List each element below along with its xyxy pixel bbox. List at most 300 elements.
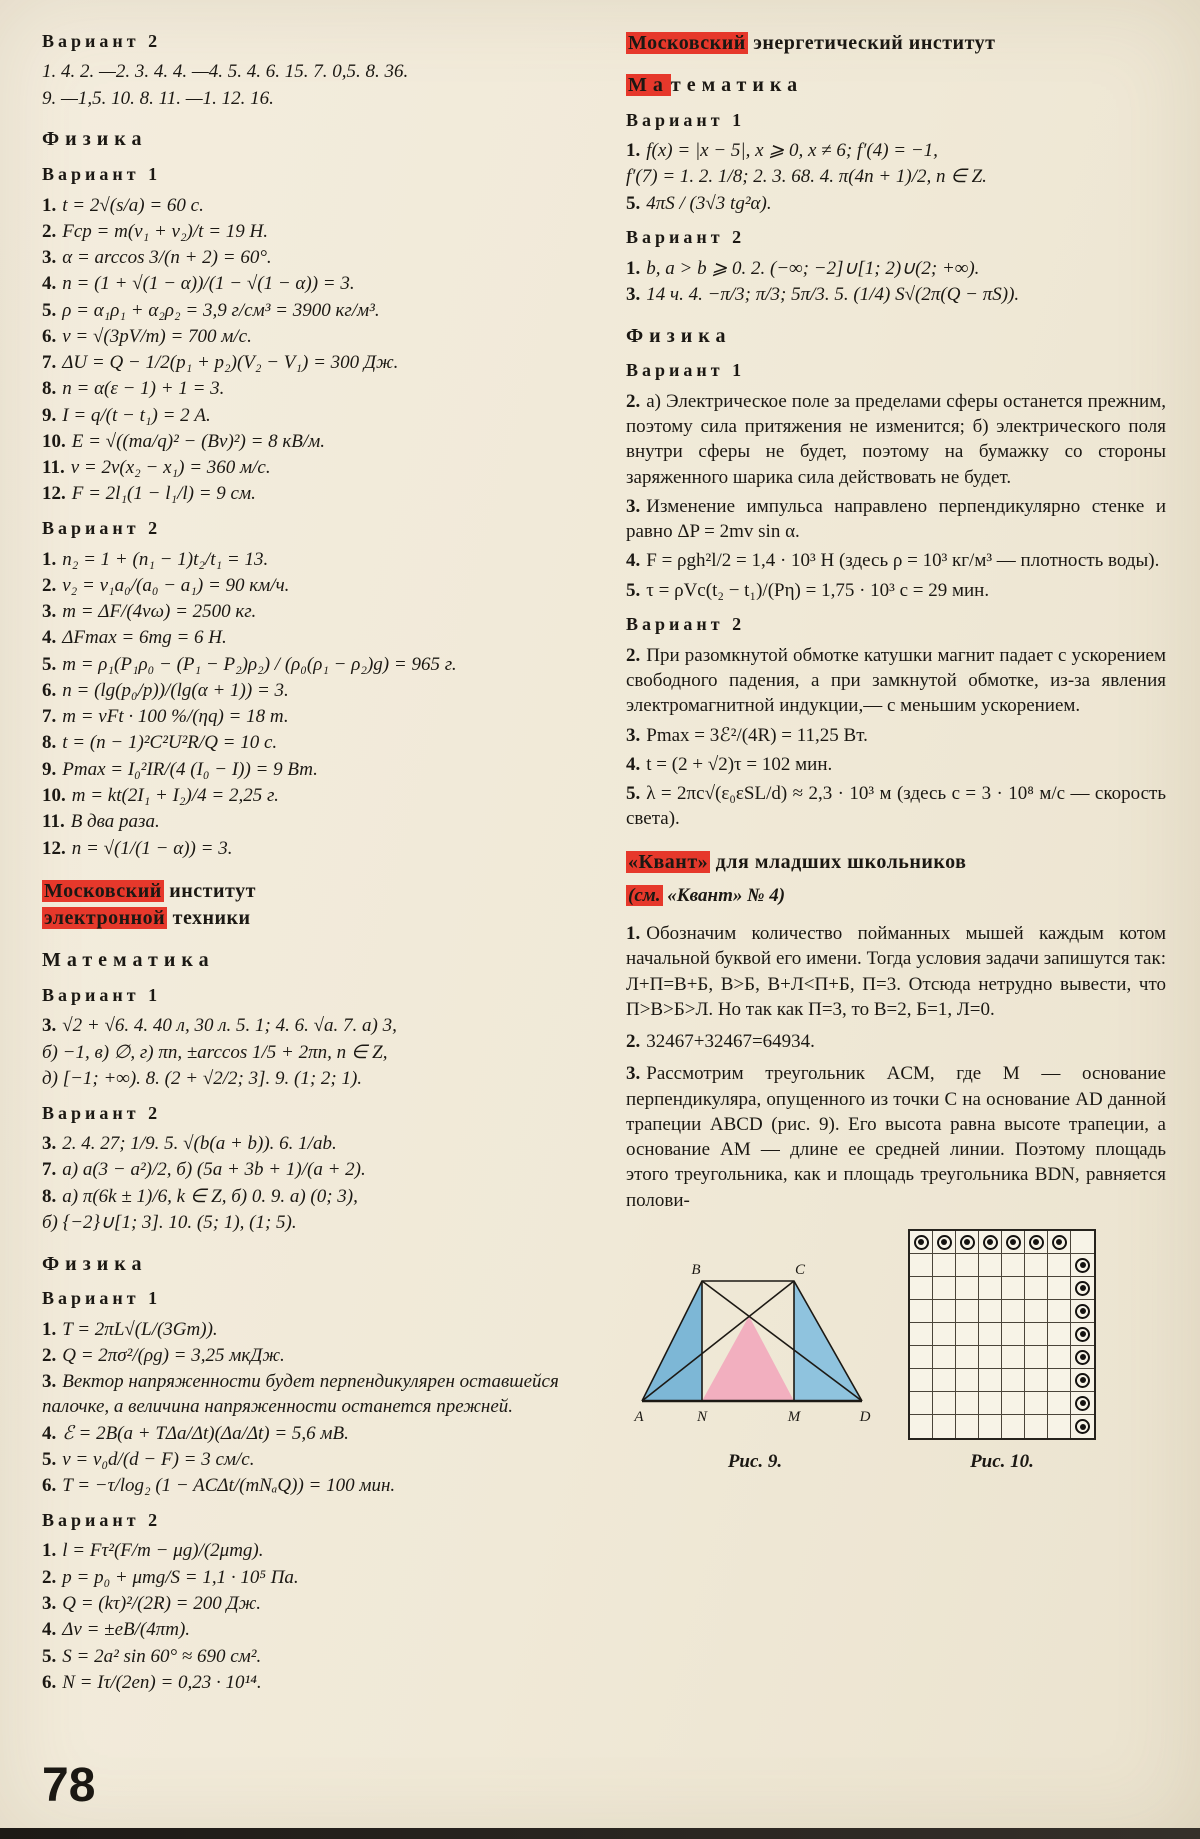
item-text: 1. 4. 2. —2. 3. 4. 4. —4. 5. 4. 6. 15. 7. 0,5. 8. 36.: [42, 61, 409, 83]
answer-line: [42, 730, 582, 756]
grid-cell-empty: [1025, 1369, 1048, 1392]
item-number: 8.: [42, 378, 57, 400]
answer-line: [42, 1039, 582, 1065]
answer-lines: [626, 255, 1166, 308]
item-number: 5.: [42, 299, 57, 321]
target-mark-icon: [1075, 1327, 1090, 1342]
grid-cell-empty: [1025, 1346, 1048, 1369]
item-text: α = arccos 3/(n + 2) = 60°.: [62, 247, 272, 269]
item-number: 3.: [626, 724, 641, 746]
answer-line: [42, 85, 582, 111]
grid-cell-empty: [1002, 1346, 1025, 1369]
item-number: 2.: [42, 220, 57, 242]
item-text: f(x) = |x − 5|, x ⩾ 0, x ≠ 6; f′(4) = −1,: [646, 140, 938, 162]
item-text: Q = 2πσ²/(ρg) = 3,25 мкДж.: [62, 1344, 285, 1366]
answer-line: [626, 138, 1166, 164]
grid-cell-empty: [933, 1323, 956, 1346]
answer-line: [42, 1643, 582, 1669]
answer-line: [42, 1473, 582, 1499]
answer-line: [626, 751, 1166, 777]
item-text: λ = 2πc√(ε₀εSL/d) ≈ 2,3 · 10³ м (здесь c = 3 · 10⁸ м/с — скорость света).: [626, 783, 1166, 830]
item-number: 12.: [42, 837, 66, 859]
answer-line: [626, 493, 1166, 545]
grid-cell-target: [1071, 1392, 1094, 1415]
grid-cell-empty: [1002, 1277, 1025, 1300]
item-number: 8.: [42, 1185, 57, 1207]
grid-cell-empty: [933, 1277, 956, 1300]
answer-line: [42, 756, 582, 782]
answer-line: [42, 1342, 582, 1368]
item-number: 7.: [42, 352, 57, 374]
item-text: Рассмотрим треугольник ACM, где M — основание перпендикуляра, опущенного из точки C на основание AD данной трапеции ABCD (рис. 9). Его высота равна высоте трапеции, а основание AM — длине ее средней линии. Поэтому площадь этого треугольника, как и площадь треугольника BDN, равняется полови-: [626, 1063, 1166, 1211]
item-text: Q = (kτ)²/(2R) = 200 Дж.: [62, 1593, 261, 1614]
grid-cell-target: [956, 1231, 979, 1254]
answer-line: [42, 59, 582, 85]
answer-line: [42, 455, 582, 481]
item-number: 3.: [626, 1063, 641, 1085]
grid-cell-target: [1025, 1231, 1048, 1254]
target-mark-icon: [983, 1235, 998, 1250]
item-number: 2.: [42, 574, 57, 596]
item-text: v₂ = v₁a₀/(a₀ − a₁) = 90 км/ч.: [62, 574, 290, 596]
right-column: [626, 30, 1166, 1696]
target-mark-icon: [1075, 1350, 1090, 1365]
grid-cell-empty: [979, 1415, 1002, 1438]
item-number: 5.: [626, 579, 641, 601]
answer-line: [42, 428, 582, 454]
grid-cell-empty: [956, 1346, 979, 1369]
red-highlight: Московский: [628, 32, 746, 54]
target-mark-icon: [1075, 1304, 1090, 1319]
grid-cell-target: [1071, 1346, 1094, 1369]
item-number: 1.: [626, 923, 641, 945]
item-text: t = (n − 1)²C²U²R/Q = 10 с.: [62, 732, 278, 754]
item-number: 3.: [42, 1593, 57, 1614]
grid-cell-empty: [956, 1300, 979, 1323]
item-number: 3.: [42, 601, 57, 623]
grid-cell-empty: [1048, 1254, 1071, 1277]
answer-paragraph: [626, 1029, 1166, 1055]
item-number: 2.: [626, 390, 641, 412]
answer-line: [626, 388, 1166, 490]
grid-cell-empty: [956, 1323, 979, 1346]
answer-line: [42, 402, 582, 428]
answer-line: [626, 255, 1166, 281]
institute-miet-section: [42, 878, 582, 1695]
answer-line: [42, 704, 582, 730]
variant-heading: Вариант 1: [626, 360, 746, 381]
item-text: S = 2a² sin 60° ≈ 690 см².: [62, 1645, 262, 1667]
grid-cell-empty: [933, 1346, 956, 1369]
item-text: Pmax = I₀²IR/(4 (I₀ − I)) = 9 Вт.: [62, 758, 318, 780]
item-number: 3.: [42, 247, 57, 269]
item-text: б) −1, в) ∅, г) πn, ±arccos 1/5 + 2πn, n ∈ Z,: [42, 1041, 388, 1063]
grid-cell-empty: [910, 1323, 933, 1346]
answer-line: [626, 781, 1166, 833]
item-number: 6.: [42, 1475, 57, 1497]
grid-cell-target: [1071, 1369, 1094, 1392]
item-text: а) a(3 − a²)/2, б) (5a + 3b + 1)/(a + 2).: [62, 1159, 366, 1181]
grid-cell-empty: [1002, 1392, 1025, 1415]
answer-lines: [626, 642, 1166, 832]
vertex-label-A: A: [634, 1409, 644, 1426]
answer-line: [42, 271, 582, 297]
item-text: v = v₀d/(d − F) = 3 см/с.: [62, 1449, 255, 1470]
answer-line: [42, 1316, 582, 1342]
grid-cell-empty: [1048, 1415, 1071, 1438]
vertex-label-M: M: [787, 1409, 801, 1426]
variant-heading: Вариант 2: [42, 31, 162, 51]
answer-line: [626, 722, 1166, 748]
item-number: 5.: [42, 653, 57, 675]
answer-line: [42, 1131, 582, 1157]
item-text: n = α(ε − 1) + 1 = 3.: [62, 378, 225, 400]
item-text: b, a > b ⩾ 0. 2. (−∞; −2]∪[1; 2)∪(2; +∞).: [646, 257, 980, 279]
item-number: 4.: [626, 753, 641, 775]
target-mark-icon: [937, 1235, 952, 1250]
kvant-title-rest: для младших школьников: [710, 851, 967, 874]
target-mark-icon: [1006, 1235, 1021, 1250]
answer-line: [42, 1617, 582, 1643]
grid-cell-empty: [910, 1346, 933, 1369]
answer-line: [42, 625, 582, 651]
variant-heading: Вариант 2: [42, 1102, 162, 1123]
institute-heading-line2: [42, 905, 582, 932]
section-heading: [626, 72, 1166, 99]
item-number: 4.: [626, 550, 641, 572]
grid-cell-target: [1071, 1277, 1094, 1300]
answer-line: [42, 1447, 582, 1473]
grid-cell-empty: [1002, 1323, 1025, 1346]
item-text: v = 2ν(x₂ − x₁) = 360 м/с.: [70, 457, 271, 479]
grid-cell-empty: [979, 1392, 1002, 1415]
answer-line: [42, 1065, 582, 1091]
grid-cell-empty: [1002, 1415, 1025, 1438]
answer-line: [42, 245, 582, 271]
section-heading-rest: тематика: [670, 74, 804, 96]
grid-cell-target: [979, 1231, 1002, 1254]
grid-cell-target: [933, 1231, 956, 1254]
answer-line: [42, 1157, 582, 1183]
item-number: 1.: [42, 1318, 57, 1340]
item-text: 2. 4. 27; 1/9. 5. √(b(a + b)). 6. 1/ab.: [62, 1133, 337, 1155]
section-heading: Физика: [626, 324, 732, 347]
item-number: 7.: [42, 706, 57, 728]
item-number: 3.: [626, 495, 641, 517]
vertex-label-B: B: [691, 1262, 701, 1279]
item-text: Δν = ±eB/(4πm).: [62, 1619, 191, 1641]
answer-paragraph: [626, 1061, 1166, 1214]
grid-cell-empty: [1025, 1254, 1048, 1277]
answer-line: [42, 323, 582, 349]
two-column-layout: [42, 30, 1166, 1696]
institute-heading-rest: институт: [163, 880, 256, 903]
item-number: 5.: [42, 1449, 57, 1470]
answer-line: [42, 1183, 582, 1209]
grid-cell-target: [1071, 1300, 1094, 1323]
item-number: 4.: [42, 273, 57, 295]
item-text: τ = ρVc(t₂ − t₁)/(Pη) = 1,75 · 10³ с = 29 мин.: [646, 579, 990, 601]
answer-line: [42, 376, 582, 402]
item-text: 4πS / (3√3 tg²α).: [646, 192, 772, 214]
answer-lines: [42, 1013, 582, 1092]
answer-line: [42, 809, 582, 835]
variant-heading: Вариант 1: [42, 984, 162, 1005]
grid-cell-empty: [1048, 1300, 1071, 1323]
answer-line: [42, 1369, 582, 1421]
item-text: д) [−1; +∞). 8. (2 + √2/2; 3]. 9. (1; 2; 1).: [42, 1067, 363, 1089]
variant-heading: Вариант 2: [42, 1510, 162, 1531]
item-number: 5.: [626, 783, 641, 805]
item-text: Вектор напряженности будет перпендикулярен оставшейся палочке, а величина напряженности останется прежней.: [42, 1371, 559, 1418]
item-number: 1.: [42, 1540, 57, 1562]
answer-line: [626, 190, 1166, 216]
kvant-section: [626, 849, 1166, 1213]
vertex-label-C: C: [794, 1262, 806, 1279]
item-text: m = ΔF/(4vω) = 2500 кг.: [62, 601, 257, 623]
answer-lines: [42, 1316, 582, 1499]
answer-line: [626, 642, 1166, 719]
institute-heading: [626, 30, 1166, 57]
red-highlight: «Квант»: [628, 851, 709, 874]
grid-cell-target: [1048, 1231, 1071, 1254]
answer-lines: [626, 388, 1166, 603]
grid-cell-target: [1071, 1415, 1094, 1438]
target-mark-icon: [914, 1235, 929, 1250]
item-text: F = 2l₁(1 − l₁/l) = 9 см.: [71, 483, 256, 505]
variant-heading: Вариант 2: [626, 227, 746, 248]
answer-line: [42, 1564, 582, 1590]
item-number: 3.: [42, 1015, 57, 1037]
answer-line: [42, 835, 582, 861]
item-text: f′(7) = 1. 2. 1/8; 2. 3. 68. 4. π(4n + 1)/2, n ∈ Z.: [626, 166, 987, 188]
grid-cell-empty: [956, 1277, 979, 1300]
answer-line: [626, 282, 1166, 308]
institute-heading-rest: техники: [167, 907, 251, 930]
figure-caption: Рис. 10.: [970, 1451, 1034, 1473]
answer-line: [42, 1209, 582, 1235]
grid-cell-empty: [979, 1254, 1002, 1277]
trapezoid-figure: [630, 1261, 880, 1433]
grid-cell-empty: [910, 1277, 933, 1300]
red-highlight: (см.: [628, 885, 661, 907]
figure-10: [908, 1229, 1096, 1474]
grid-cell-empty: [956, 1415, 979, 1438]
variant-heading: Вариант 2: [626, 614, 746, 635]
item-text: m = vFt · 100 %/(ηq) = 18 т.: [62, 706, 289, 728]
answer-line: [42, 350, 582, 376]
item-number: 2.: [626, 1031, 641, 1053]
grid-cell-empty: [1048, 1392, 1071, 1415]
item-number: 3.: [42, 1133, 57, 1155]
item-text: В два раза.: [70, 811, 160, 833]
grid-cell-empty: [979, 1300, 1002, 1323]
answer-line: [626, 548, 1166, 574]
variant-heading: Вариант 1: [42, 164, 162, 185]
item-text: I = q/(t − t₁) = 2 А.: [62, 404, 211, 426]
grid-cell-empty: [1002, 1300, 1025, 1323]
answer-lines: [42, 1131, 582, 1236]
item-number: 9.: [42, 404, 57, 426]
item-text: ℰ = 2B(a + TΔa/Δt)(Δa/Δt) = 5,6 мВ.: [62, 1422, 349, 1444]
item-number: 3.: [42, 1371, 57, 1393]
item-number: 9.: [42, 758, 57, 780]
item-text: v = √(3pV/m) = 700 м/с.: [62, 325, 252, 347]
item-text: √2 + √6. 4. 40 л, 30 л. 5. 1; 4. 6. √a. 7. а) 3,: [62, 1015, 397, 1037]
item-number: 10.: [42, 785, 66, 807]
institute-heading-line1: [42, 878, 582, 905]
kvant-answer-paragraphs: [626, 921, 1166, 1214]
physics-section-top: [42, 126, 582, 861]
grid-cell-empty: [910, 1300, 933, 1323]
kvant-title: [626, 849, 1166, 876]
institute-mei-section: [626, 30, 1166, 832]
answer-line: [42, 1591, 582, 1617]
item-text: n = (1 + √(1 − α))/(1 − √(1 − α)) = 3.: [62, 273, 355, 295]
item-text: б) {−2}∪[1; 3]. 10. (5; 1), (1; 5).: [42, 1211, 297, 1233]
scan-bottom-edge: [0, 1828, 1200, 1839]
grid-cell-empty: [1025, 1392, 1048, 1415]
item-text: T = −τ/log₂ (1 − ACΔt/(mNₐQ)) = 100 мин.: [62, 1475, 396, 1497]
grid-cell-empty: [1002, 1254, 1025, 1277]
item-text: t = (2 + √2)τ = 102 мин.: [646, 753, 833, 775]
item-number: 1.: [42, 548, 57, 570]
red-highlight: Московский: [44, 880, 162, 903]
grid-cell-empty: [933, 1369, 956, 1392]
answer-line: [626, 164, 1166, 190]
target-mark-icon: [1075, 1258, 1090, 1273]
answer-line: [42, 218, 582, 244]
variant-heading: Вариант 1: [626, 109, 746, 130]
answer-line: [42, 572, 582, 598]
item-text: Fср = m(v₁ + v₂)/t = 19 Н.: [62, 220, 268, 242]
item-text: 9. —1,5. 10. 8. 11. —1. 12. 16.: [42, 87, 274, 109]
item-text: n₂ = 1 + (n₁ − 1)t₂/t₁ = 13.: [62, 548, 269, 570]
item-number: 4.: [42, 627, 57, 649]
grid-cell-empty: [979, 1323, 1002, 1346]
item-text: ρ = α₁ρ₁ + α₂ρ₂ = 3,9 г/см³ = 3900 кг/м³.: [62, 299, 380, 321]
section-heading: Физика: [42, 1252, 148, 1275]
item-number: 4.: [42, 1619, 57, 1641]
figure-caption: Рис. 9.: [727, 1451, 783, 1473]
answer-line: [42, 481, 582, 507]
item-number: 6.: [42, 1671, 57, 1693]
target-mark-icon: [1052, 1235, 1067, 1250]
grid-cell-empty: [933, 1415, 956, 1438]
grid-cell-empty: [933, 1300, 956, 1323]
item-text: m = kt(2I₁ + I₂)/4 = 2,25 г.: [71, 785, 279, 807]
item-text: T = 2πL√(L/(3Gm)).: [62, 1318, 218, 1340]
grid-cell-target: [1071, 1254, 1094, 1277]
kvant-subtitle: [626, 883, 1166, 908]
item-number: 2.: [42, 1566, 57, 1588]
grid-cell-empty: [1025, 1300, 1048, 1323]
target-mark-icon: [1029, 1235, 1044, 1250]
item-number: 1.: [626, 140, 641, 162]
kvant-subtitle-rest: «Квант» № 4): [662, 885, 786, 907]
item-text: Изменение импульса направлено перпендикулярно стенке и равно ΔP = 2mv sin α.: [626, 495, 1166, 543]
answer-line: [42, 677, 582, 703]
grid-cell-empty: [979, 1346, 1002, 1369]
target-mark-icon: [1075, 1419, 1090, 1434]
variant-heading: Вариант 1: [42, 1288, 162, 1309]
answer-line: [42, 599, 582, 625]
item-number: 3.: [626, 284, 641, 306]
item-number: 11.: [42, 457, 65, 479]
grid-cell-empty: [1025, 1277, 1048, 1300]
item-number: 2.: [42, 1344, 57, 1366]
item-number: 8.: [42, 732, 57, 754]
answer-lines: [42, 1538, 582, 1696]
grid-cell-empty: [1025, 1323, 1048, 1346]
item-number: 10.: [42, 430, 66, 452]
item-text: n = √(1/(1 − α)) = 3.: [71, 837, 233, 859]
grid-cell-empty: [956, 1369, 979, 1392]
answer-line: [42, 783, 582, 809]
item-text: Обозначим количество пойманных мышей каждым котом начальной буквой его имени. Тогда условия задачи запишутся так: Л+П=В+Б, В>Б, В+Л<П+Б, П=3. Отсюда нетрудно вывести, что П>В>Б>Л. Но так как П=3, то В=2, Б=1, Л=0.: [626, 923, 1166, 1020]
grid-cell-empty: [979, 1369, 1002, 1392]
answer-line: [42, 192, 582, 218]
grid-cell-empty: [1048, 1369, 1071, 1392]
grid-cell-empty: [910, 1369, 933, 1392]
institute-heading-rest: энергетический институт: [747, 32, 996, 54]
item-text: а) π(6k ± 1)/6, k ∈ Z, б) 0. 9. а) (0; 3),: [62, 1185, 358, 1207]
item-number: 2.: [626, 644, 641, 666]
grid-cell-empty: [1048, 1323, 1071, 1346]
target-mark-icon: [1075, 1396, 1090, 1411]
grid-cell-empty: [933, 1254, 956, 1277]
grid-cell-empty: [1048, 1346, 1071, 1369]
item-number: 1.: [42, 194, 57, 216]
item-text: Pmax = 3ℰ²/(4R) = 11,25 Вт.: [646, 724, 868, 746]
item-text: а) Электрическое поле за пределами сферы останется прежним, поэтому сила притяжения не изменится; б) электрического поля внутри сферы не будет, поэтому на бумажку со стороны заряженного шарика сила действовать не будет.: [626, 390, 1166, 488]
variant-heading: Вариант 2: [42, 518, 162, 539]
figure-9: [630, 1261, 880, 1475]
section-heading: Математика: [42, 949, 215, 972]
item-text: l = Fτ²(F/m − μg)/(2μmg).: [62, 1540, 264, 1562]
item-text: ΔFmax = 6mg = 6 Н.: [62, 627, 227, 649]
item-number: 5.: [626, 192, 641, 214]
item-number: 5.: [42, 1645, 57, 1667]
target-mark-icon: [960, 1235, 975, 1250]
answer-lines: [42, 192, 582, 507]
answer-lines: [42, 546, 582, 861]
answer-line: [42, 1013, 582, 1039]
grid-cell-empty: [1025, 1415, 1048, 1438]
grid-cell-empty: [910, 1392, 933, 1415]
grid-cell-empty: [979, 1277, 1002, 1300]
item-text: E = √((ma/q)² − (Bv)²) = 8 кВ/м.: [71, 430, 326, 452]
item-text: При разомкнутой обмотке катушки магнит падает с ускорением свободного падения, а при замкнутой обмотке, из-за явления электромагнитной индукции,— с меньшим ускорением.: [626, 644, 1166, 717]
item-number: 6.: [42, 325, 57, 347]
answer-line: [42, 1420, 582, 1446]
item-text: t = 2√(s/a) = 60 с.: [62, 194, 204, 216]
item-number: 11.: [42, 811, 65, 833]
grid-cell-empty: [956, 1392, 979, 1415]
item-text: 32467+32467=64934.: [646, 1031, 815, 1053]
grid-cell-empty: [1048, 1277, 1071, 1300]
answer-lines: [42, 59, 582, 112]
grid-cell-target: [1002, 1231, 1025, 1254]
target-mark-icon: [1075, 1281, 1090, 1296]
item-text: m = ρ₁(P₁ρ₀ − (P₁ − P₂)ρ₂) / (ρ₀(ρ₁ − ρ₂)g) = 965 г.: [62, 653, 457, 675]
grid-cell-target: [910, 1231, 933, 1254]
answer-line: [42, 297, 582, 323]
grid-cell-empty: [910, 1415, 933, 1438]
answer-lines: [626, 138, 1166, 217]
grid-cell-target: [1071, 1323, 1094, 1346]
answer-line: [42, 546, 582, 572]
